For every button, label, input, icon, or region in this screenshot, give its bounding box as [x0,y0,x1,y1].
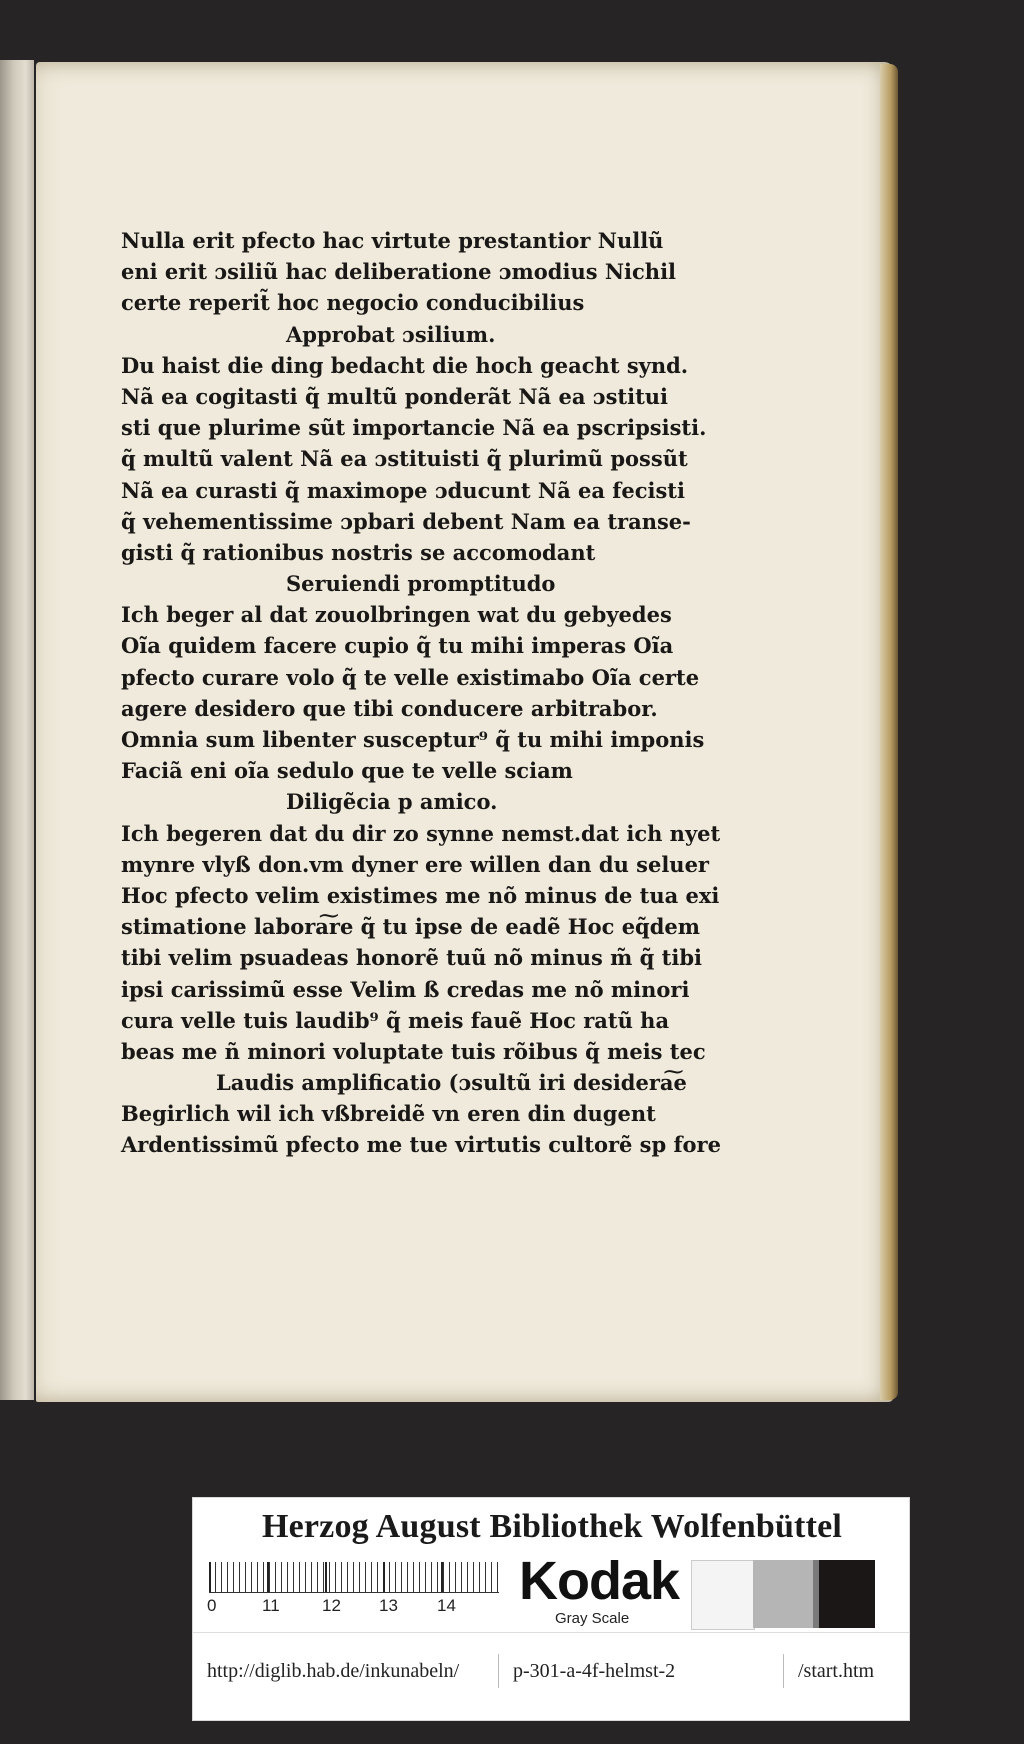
text-line: Nã ea curasti q̃ maximope ɔducunt Nã ea fecisti [121,477,685,503]
section-heading: Seruiendi promptitudo [286,571,556,597]
url-suffix: /start.htm [798,1660,875,1682]
text-line: mynre vlyß don.vm dyner ere willen dan du seluer [121,851,709,877]
gray-swatch-white [691,1560,755,1630]
section-heading: Diligẽcia p amico. [286,789,498,815]
kodak-logo: Kodak [519,1551,680,1611]
text-line: Hoc pfecto velim existimes me nõ minus de tua exi [121,882,720,908]
ruler-label: 11 [262,1596,280,1615]
url-separator [498,1654,499,1688]
url-separator [783,1654,784,1688]
text-line: ipsi carissimũ esse Velim ß credas me nõ minori [121,976,690,1002]
url-row [193,1648,909,1698]
printed-text-block [121,225,721,1161]
library-title: Herzog August Bibliothek Wolfenbüttel [261,1508,843,1545]
text-line: Ardentissimũ pfecto me tue virtutis cultorẽ sp fore [121,1132,721,1158]
text-line: sti que plurime sũt importancie Nã ea pscripsisti. [121,415,707,441]
ruler-label: 12 [322,1596,341,1615]
text-line: Nulla erit pfecto hac virtute prestantior Nullũ [121,228,664,253]
page-edge [880,64,898,1400]
gray-swatch-light [753,1560,813,1628]
text-line: q̃ vehementissime ɔpbari debent Nam ea transe- [121,508,691,534]
ruler-label: 14 [437,1596,456,1615]
text-line: stimatione labora͠re q̃ tu ipse de eadẽ Hoc eq̃dem [121,914,700,940]
ruler-major-ticks [209,1562,499,1592]
text-line: Ich beger al dat zouolbringen wat du gebyedes [121,602,672,628]
target-divider [193,1632,909,1633]
gray-scale-label: Gray Scale [555,1610,630,1627]
ruler-labels [207,1596,507,1620]
text-line: cura velle tuis laudib⁹ q̃ meis fauẽ Hoc ratũ ha [121,1007,670,1033]
gray-swatch-black [819,1560,875,1628]
url-identifier: p-301-a-4f-helmst-2 [513,1660,676,1682]
text-line: q̃ multũ valent Nã ea ɔstituisti q̃ plurimũ possũt [121,446,688,472]
color-target-card [192,1497,910,1721]
text-line: gisti q̃ rationibus nostris se accomodant [121,539,596,565]
section-heading: Approbat ɔsilium. [286,321,496,347]
text-line: beas me ñ minori voluptate tuis rõibus q̃ meis tec [121,1038,706,1064]
text-line: Begirlich wil ich vßbreidẽ vn eren din dugent [121,1101,656,1127]
text-line: Omnia sum libenter susceptur⁹ q̃ tu mihi imponis [121,727,705,752]
text-line: Du haist die ding bedacht die hoch geacht synd. [121,352,689,378]
text-line: Faciã eni oĩa sedulo que te velle sciam [121,758,573,784]
text-line: agere desidero que tibi conducere arbitrabor. [121,695,658,721]
text-line: Oĩa quidem facere cupio q̃ tu mihi imperas Oĩa [121,633,674,659]
ruler-label: 13 [379,1596,398,1615]
section-heading: Laudis amplificatio (ɔsultũ iri desidera͠e [216,1070,687,1096]
url-base: http://diglib.hab.de/inkunabeln/ [207,1660,460,1682]
ruler-label: 0 [207,1596,217,1615]
text-line: certe reperit̃ hoc negocio conducibilius [121,290,585,316]
text-line: pfecto curare volo q̃ te velle existimabo Oĩa certe [121,664,700,690]
text-line: Nã ea cogitasti q̃ multũ ponderãt Nã ea ɔstitui [121,383,669,409]
text-line: Ich begeren dat du dir zo synne nemst.dat ich nyet [121,820,721,846]
text-line: eni erit ɔsiliũ hac deliberatione ɔmodius Nichil [121,259,677,285]
text-line: tibi velim psuadeas honorẽ tuũ nõ minus m̃ q̃ tibi [121,945,703,971]
left-page-edge [0,60,34,1400]
